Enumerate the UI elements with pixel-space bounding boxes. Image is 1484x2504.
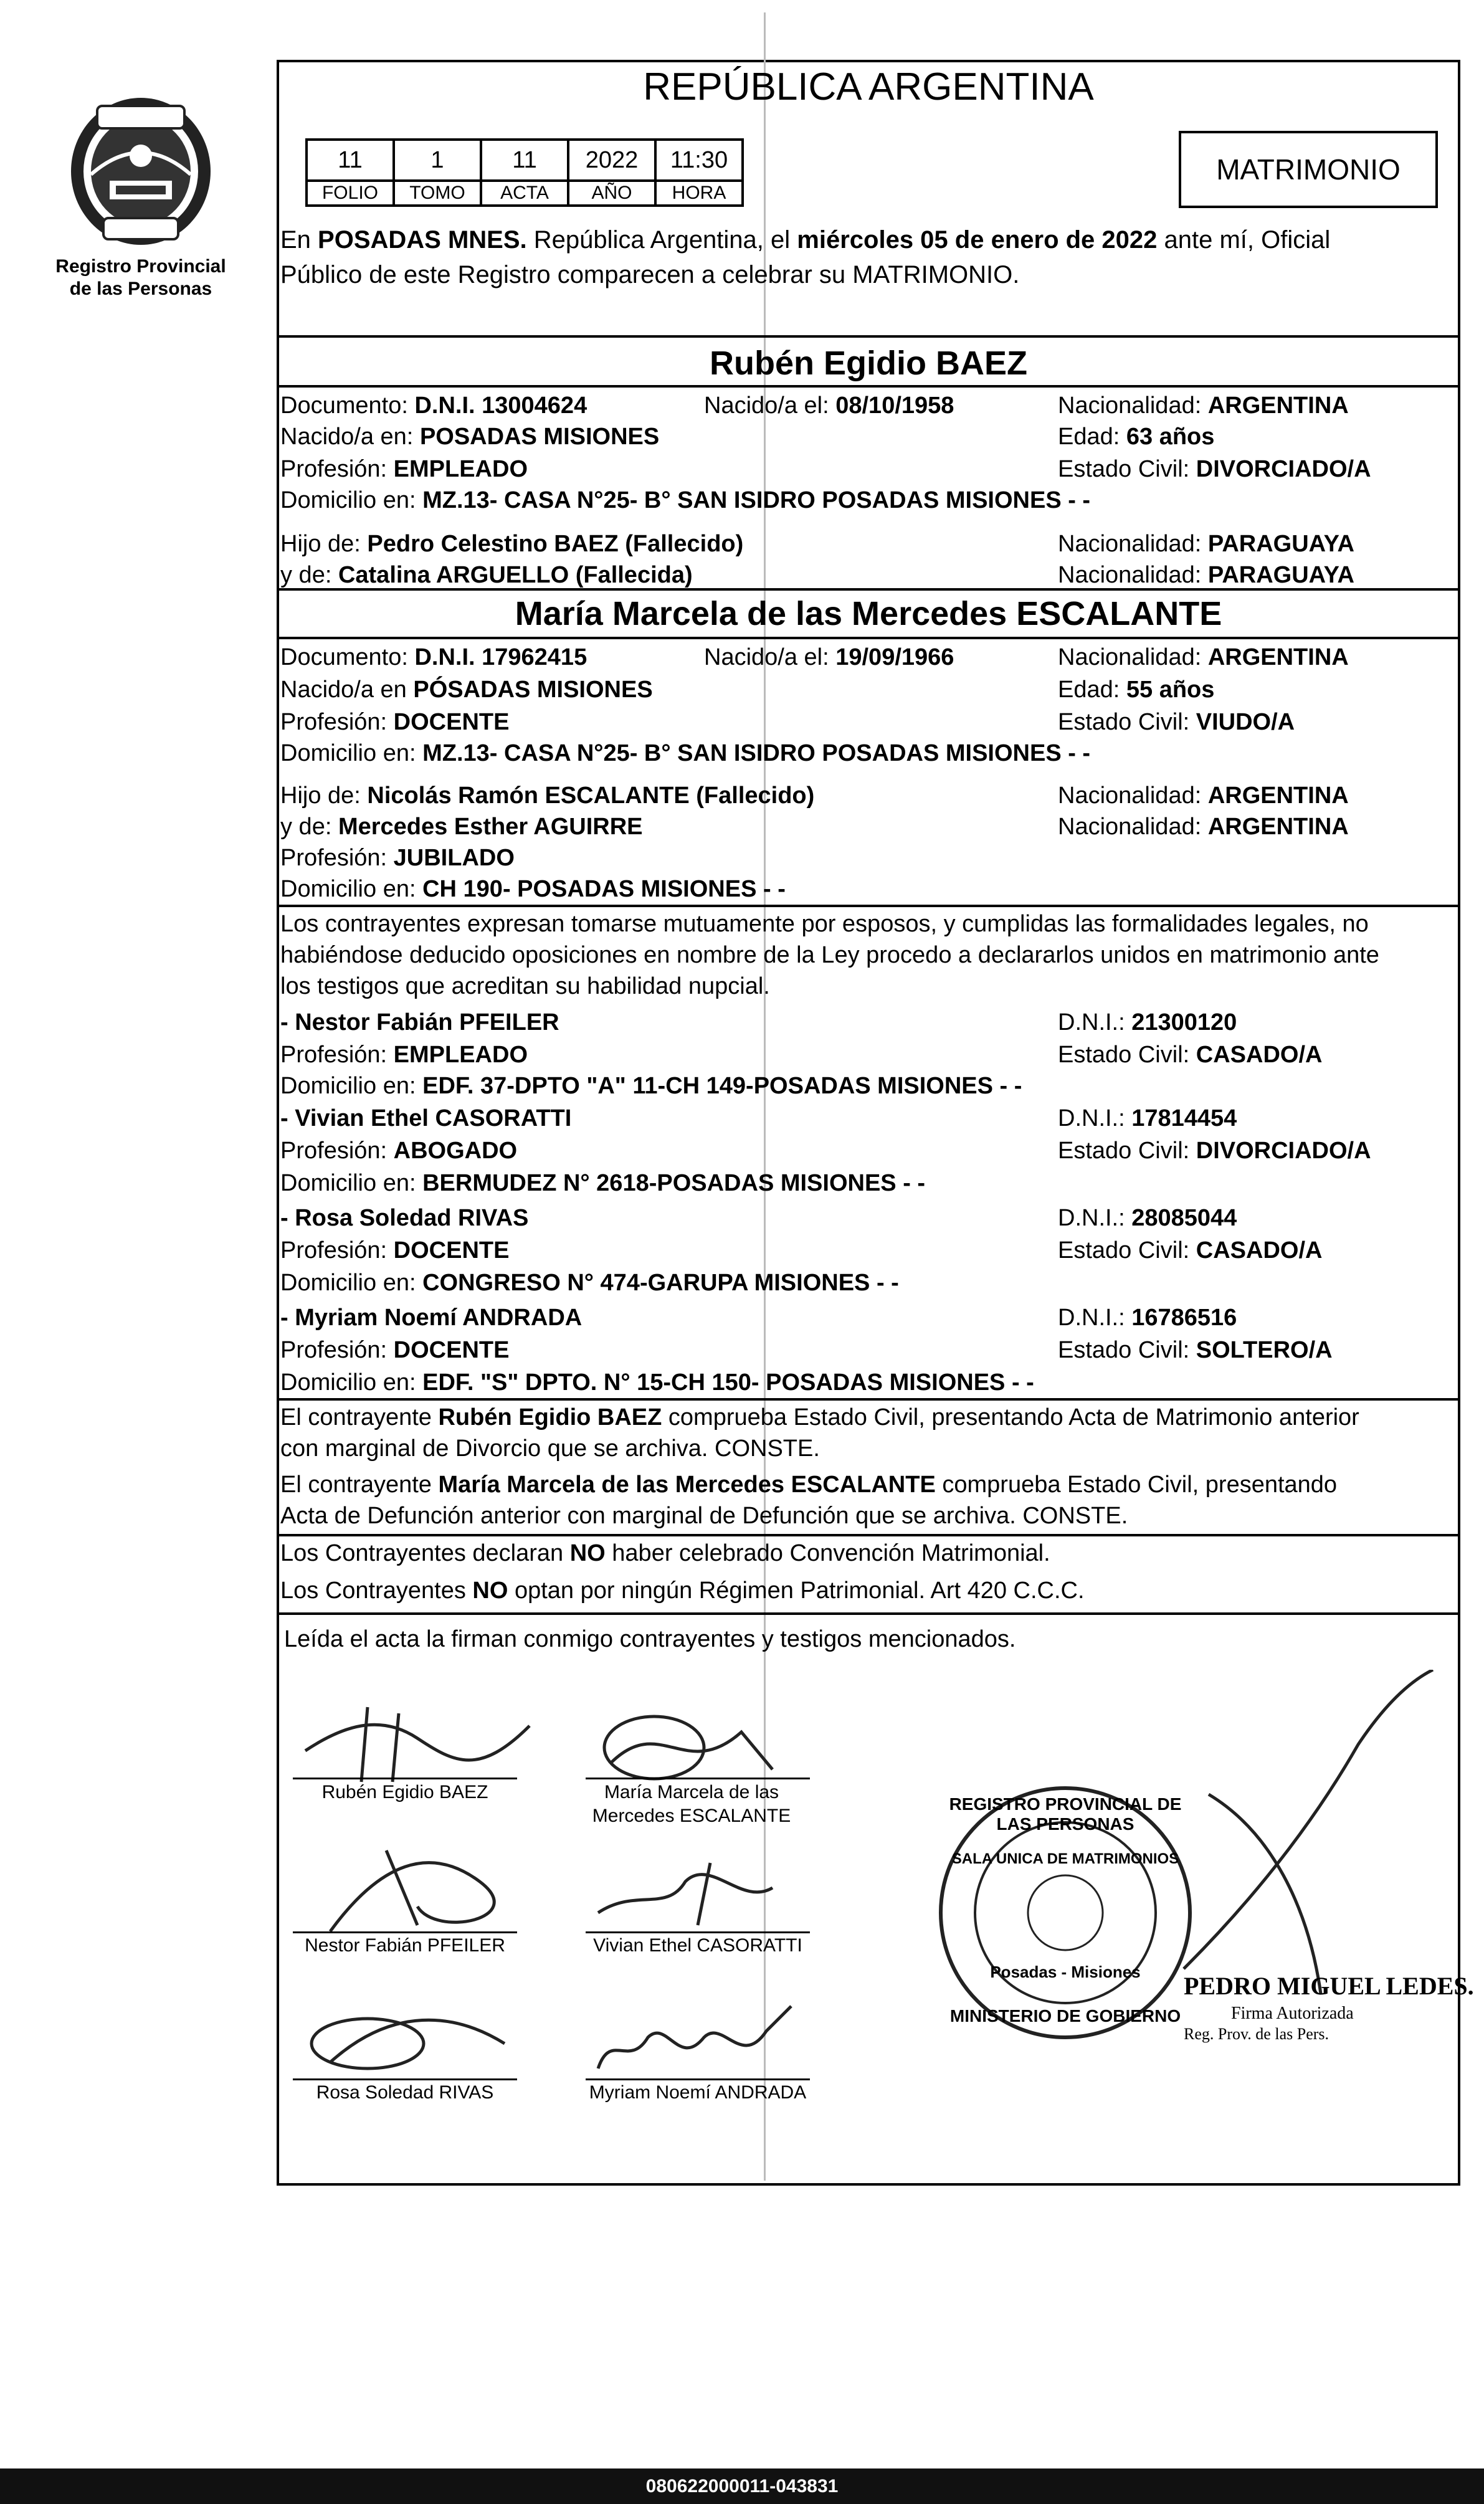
spouse2-nationality: Nacionalidad: ARGENTINA	[1058, 644, 1349, 670]
witness-profession: Profesión: ABOGADO	[280, 1138, 518, 1164]
country-title: REPÚBLICA ARGENTINA	[643, 65, 1094, 108]
stamp-ring-bottom: MINISTERIO DE GOBIERNO	[949, 2006, 1181, 2026]
witness-profession: Profesión: EMPLEADO	[280, 1042, 528, 1068]
divider	[277, 1534, 1460, 1536]
signature-line	[586, 1931, 810, 1933]
declaration-line-3: los testigos que acreditan su habilidad nupcial.	[280, 973, 770, 999]
spouse1-father: Hijo de: Pedro Celestino BAEZ (Fallecido)	[280, 531, 744, 557]
spouse1-father-nationality: Nacionalidad: PARAGUAYA	[1058, 531, 1354, 557]
signature-scribble	[586, 1707, 810, 1788]
witness-dni: D.N.I.: 17814454	[1058, 1105, 1237, 1131]
civil-proof-a-line-1: El contrayente Rubén Egidio BAEZ comprueba Estado Civil, presentando Acta de Matrimonio anterior	[280, 1404, 1359, 1431]
spouse2-mother-profession: Profesión: JUBILADO	[280, 845, 515, 871]
spouse1-mother: y de: Catalina ARGUELLO (Fallecida)	[280, 562, 693, 588]
divider	[277, 1398, 1460, 1401]
folio-label: FOLIO	[307, 181, 394, 206]
spouse2-father-nationality: Nacionalidad: ARGENTINA	[1058, 783, 1349, 809]
registry-logo	[66, 93, 216, 249]
signature-scribble	[586, 1994, 822, 2081]
document-id-bar: 080622000011-043831	[0, 2468, 1484, 2504]
spouse2-mother-address: Domicilio en: CH 190- POSADAS MISIONES - -	[280, 876, 786, 902]
stamp-inner: SALA UNICA DE MATRIMONIOS	[951, 1850, 1179, 1867]
declaration-line-1: Los contrayentes expresan tomarse mutuamente por esposos, y cumplidas las formalidades legales, no	[280, 911, 1369, 937]
civil-proof-a-line-2: con marginal de Divorcio que se archiva. CONSTE.	[280, 1435, 820, 1462]
spouse1-profession: Profesión: EMPLEADO	[280, 456, 528, 482]
spouse2-name: María Marcela de las Mercedes ESCALANTE	[515, 595, 1222, 632]
spouse2-address: Domicilio en: MZ.13- CASA N°25- B° SAN ISIDRO POSADAS MISIONES - -	[280, 740, 1091, 766]
witness-name: - Nestor Fabián PFEILER	[280, 1009, 559, 1035]
signature-line	[293, 2078, 517, 2080]
signature-label: Rubén Egidio BAEZ	[321, 1782, 488, 1802]
act-type-box: MATRIMONIO	[1179, 131, 1438, 208]
signature-label: Myriam Noemí ANDRADA	[589, 2082, 807, 2103]
divider	[277, 905, 1460, 907]
signature-line	[293, 1778, 517, 1779]
spouse1-mother-nationality: Nacionalidad: PARAGUAYA	[1058, 562, 1354, 588]
witness-profession: Profesión: DOCENTE	[280, 1337, 510, 1363]
closing-statement: Leída el acta la firman conmigo contrayentes y testigos mencionados.	[284, 1626, 1016, 1652]
spouse2-age: Edad: 55 años	[1058, 677, 1215, 703]
signature-line	[586, 1778, 810, 1779]
stamp-ring-top: REGISTRO PROVINCIAL DE LAS PERSONAS	[949, 1794, 1182, 1834]
witness-civil-status: Estado Civil: SOLTERO/A	[1058, 1337, 1333, 1363]
misiones-seal-icon	[66, 93, 216, 249]
signature-label: Rosa Soledad RIVAS	[316, 2082, 494, 2103]
spouse2-birthplace: Nacido/a en PÓSADAS MISIONES	[280, 677, 653, 703]
signature-line	[586, 2078, 810, 2080]
witness-dni: D.N.I.: 28085044	[1058, 1205, 1237, 1231]
witness-civil-status: Estado Civil: DIVORCIADO/A	[1058, 1138, 1371, 1164]
year-label: AÑO	[568, 181, 655, 206]
official-stamp	[935, 1782, 1196, 2044]
spouse1-nationality: Nacionalidad: ARGENTINA	[1058, 393, 1349, 419]
signature-line	[293, 1931, 517, 1933]
official-signature-scribble	[1171, 1670, 1445, 2019]
spouse1-civil-status: Estado Civil: DIVORCIADO/A	[1058, 456, 1371, 482]
official-sub: Reg. Prov. de las Pers.	[1184, 2025, 1329, 2043]
signature-scribble	[293, 1701, 542, 1788]
spouse1-name: Rubén Egidio BAEZ	[710, 345, 1027, 382]
declaration-line-2: habiéndose deducido oposiciones en nombre de la Ley procedo a declararlos unidos en matrimonio ante	[280, 942, 1379, 968]
witness-address: Domicilio en: BERMUDEZ N° 2618-POSADAS MISIONES - -	[280, 1170, 926, 1196]
divider	[277, 385, 1460, 388]
witness-civil-status: Estado Civil: CASADO/A	[1058, 1042, 1323, 1068]
acta-label: ACTA	[481, 181, 568, 206]
divider	[277, 1612, 1460, 1615]
tomo-label: TOMO	[394, 181, 481, 206]
witness-address: Domicilio en: EDF. 37-DPTO "A" 11-CH 149-POSADAS MISIONES - -	[280, 1073, 1022, 1099]
signature-scribble	[293, 1987, 542, 2081]
signature-label: Nestor Fabián PFEILER	[305, 1935, 505, 1956]
witness-dni: D.N.I.: 16786516	[1058, 1305, 1237, 1331]
signature-label: Vivian Ethel CASORATTI	[593, 1935, 802, 1956]
civil-proof-b-line-2: Acta de Defunción anterior con marginal de Defunción que se archiva. CONSTE.	[280, 1503, 1128, 1529]
signature-scribble	[586, 1850, 810, 1931]
registry-logo-caption: Registro Provincial de las Personas	[55, 256, 226, 299]
official-role: Firma Autorizada	[1231, 2004, 1354, 2023]
witness-name: - Rosa Soledad RIVAS	[280, 1205, 529, 1231]
spouse1-age: Edad: 63 años	[1058, 424, 1215, 450]
regime-line-2: Los Contrayentes NO optan por ningún Régimen Patrimonial. Art 420 C.C.C.	[280, 1578, 1085, 1604]
tomo-value: 1	[394, 140, 481, 181]
witness-address: Domicilio en: EDF. "S" DPTO. N° 15-CH 150- POSADAS MISIONES - -	[280, 1369, 1034, 1396]
spouse2-document: Documento: D.N.I. 17962415	[280, 644, 587, 670]
official-name: PEDRO MIGUEL LEDES.	[1184, 1972, 1474, 2000]
time-label: HORA	[655, 181, 743, 206]
folio-value: 11	[307, 140, 394, 181]
divider	[277, 588, 1460, 591]
spouse2-profession: Profesión: DOCENTE	[280, 709, 510, 735]
intro-line-1: En POSADAS MNES. República Argentina, el miércoles 05 de enero de 2022 ante mí, Oficial	[280, 226, 1331, 254]
regime-line-1: Los Contrayentes declaran NO haber celebrado Convención Matrimonial.	[280, 1540, 1050, 1566]
signature-scribble	[293, 1838, 542, 1938]
witness-civil-status: Estado Civil: CASADO/A	[1058, 1237, 1323, 1264]
spouse1-document: Documento: D.N.I. 13004624	[280, 393, 587, 419]
divider	[277, 335, 1460, 338]
year-value: 2022	[568, 140, 655, 181]
witness-profession: Profesión: DOCENTE	[280, 1237, 510, 1264]
spouse1-address: Domicilio en: MZ.13- CASA N°25- B° SAN ISIDRO POSADAS MISIONES - -	[280, 487, 1091, 513]
witness-name: - Myriam Noemí ANDRADA	[280, 1305, 583, 1331]
divider	[277, 637, 1460, 639]
witness-name: - Vivian Ethel CASORATTI	[280, 1105, 572, 1131]
signature-label: María Marcela de las Mercedes ESCALANTE	[592, 1782, 791, 1826]
spouse2-civil-status: Estado Civil: VIUDO/A	[1058, 709, 1295, 735]
witness-address: Domicilio en: CONGRESO N° 474-GARUPA MISIONES - -	[280, 1270, 899, 1296]
spouse1-birthdate: Nacido/a el: 08/10/1958	[704, 393, 954, 419]
spouse2-mother: y de: Mercedes Esther AGUIRRE	[280, 814, 643, 840]
spouse2-birthdate: Nacido/a el: 19/09/1966	[704, 644, 954, 670]
spouse2-mother-nationality: Nacionalidad: ARGENTINA	[1058, 814, 1349, 840]
time-value: 11:30	[655, 140, 743, 181]
registry-fields-table	[305, 138, 744, 207]
acta-value: 11	[481, 140, 568, 181]
witness-dni: D.N.I.: 21300120	[1058, 1009, 1237, 1035]
spouse2-father: Hijo de: Nicolás Ramón ESCALANTE (Fallecido)	[280, 783, 815, 809]
spouse1-birthplace: Nacido/a en: POSADAS MISIONES	[280, 424, 660, 450]
civil-proof-b-line-1: El contrayente María Marcela de las Mercedes ESCALANTE comprueba Estado Civil, presentando	[280, 1472, 1338, 1498]
stamp-city: Posadas - Misiones	[990, 1963, 1141, 1981]
intro-line-2: Público de este Registro comparecen a celebrar su MATRIMONIO.	[280, 261, 1020, 288]
